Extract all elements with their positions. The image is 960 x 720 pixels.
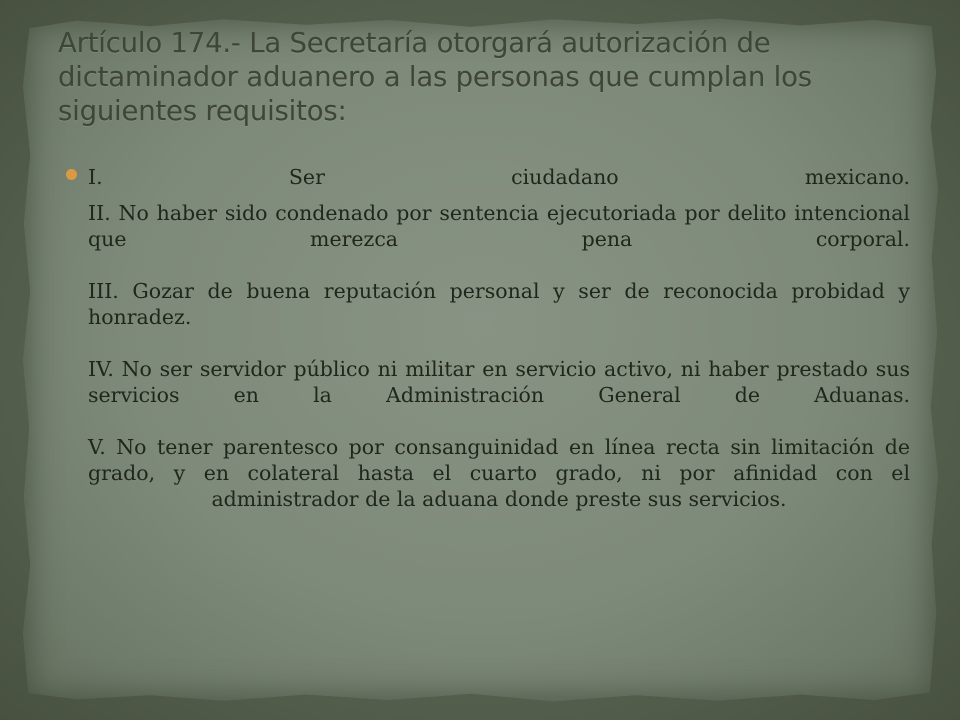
requirements-text: [88, 164, 910, 538]
requirement-2: II. No haber sido condenado por sentencia ejecutoriada por delito intencional que merezca pena corporal.: [88, 201, 910, 251]
requirement-3: III. Gozar de buena reputación personal y ser de reconocida probidad y honradez.: [88, 279, 910, 329]
requirement-1: I. Ser ciudadano mexicano.: [88, 165, 910, 189]
slide-title: Artículo 174.- La Secretaría otorgará autorización de dictaminador aduanero a las personas que cumplan los siguientes requisitos:: [58, 27, 812, 127]
requirement-4: IV. No ser servidor público ni militar en servicio activo, ni haber prestado sus servicios en la Administración General de Aduanas.: [88, 357, 910, 407]
bullet-icon: [66, 169, 77, 180]
requirement-5: V. No tener parentesco por consanguinidad en línea recta sin limitación de grado, y en colateral hasta el cuarto grado, ni por afinidad con el administrador de la aduana donde preste sus servicios.: [88, 435, 910, 511]
